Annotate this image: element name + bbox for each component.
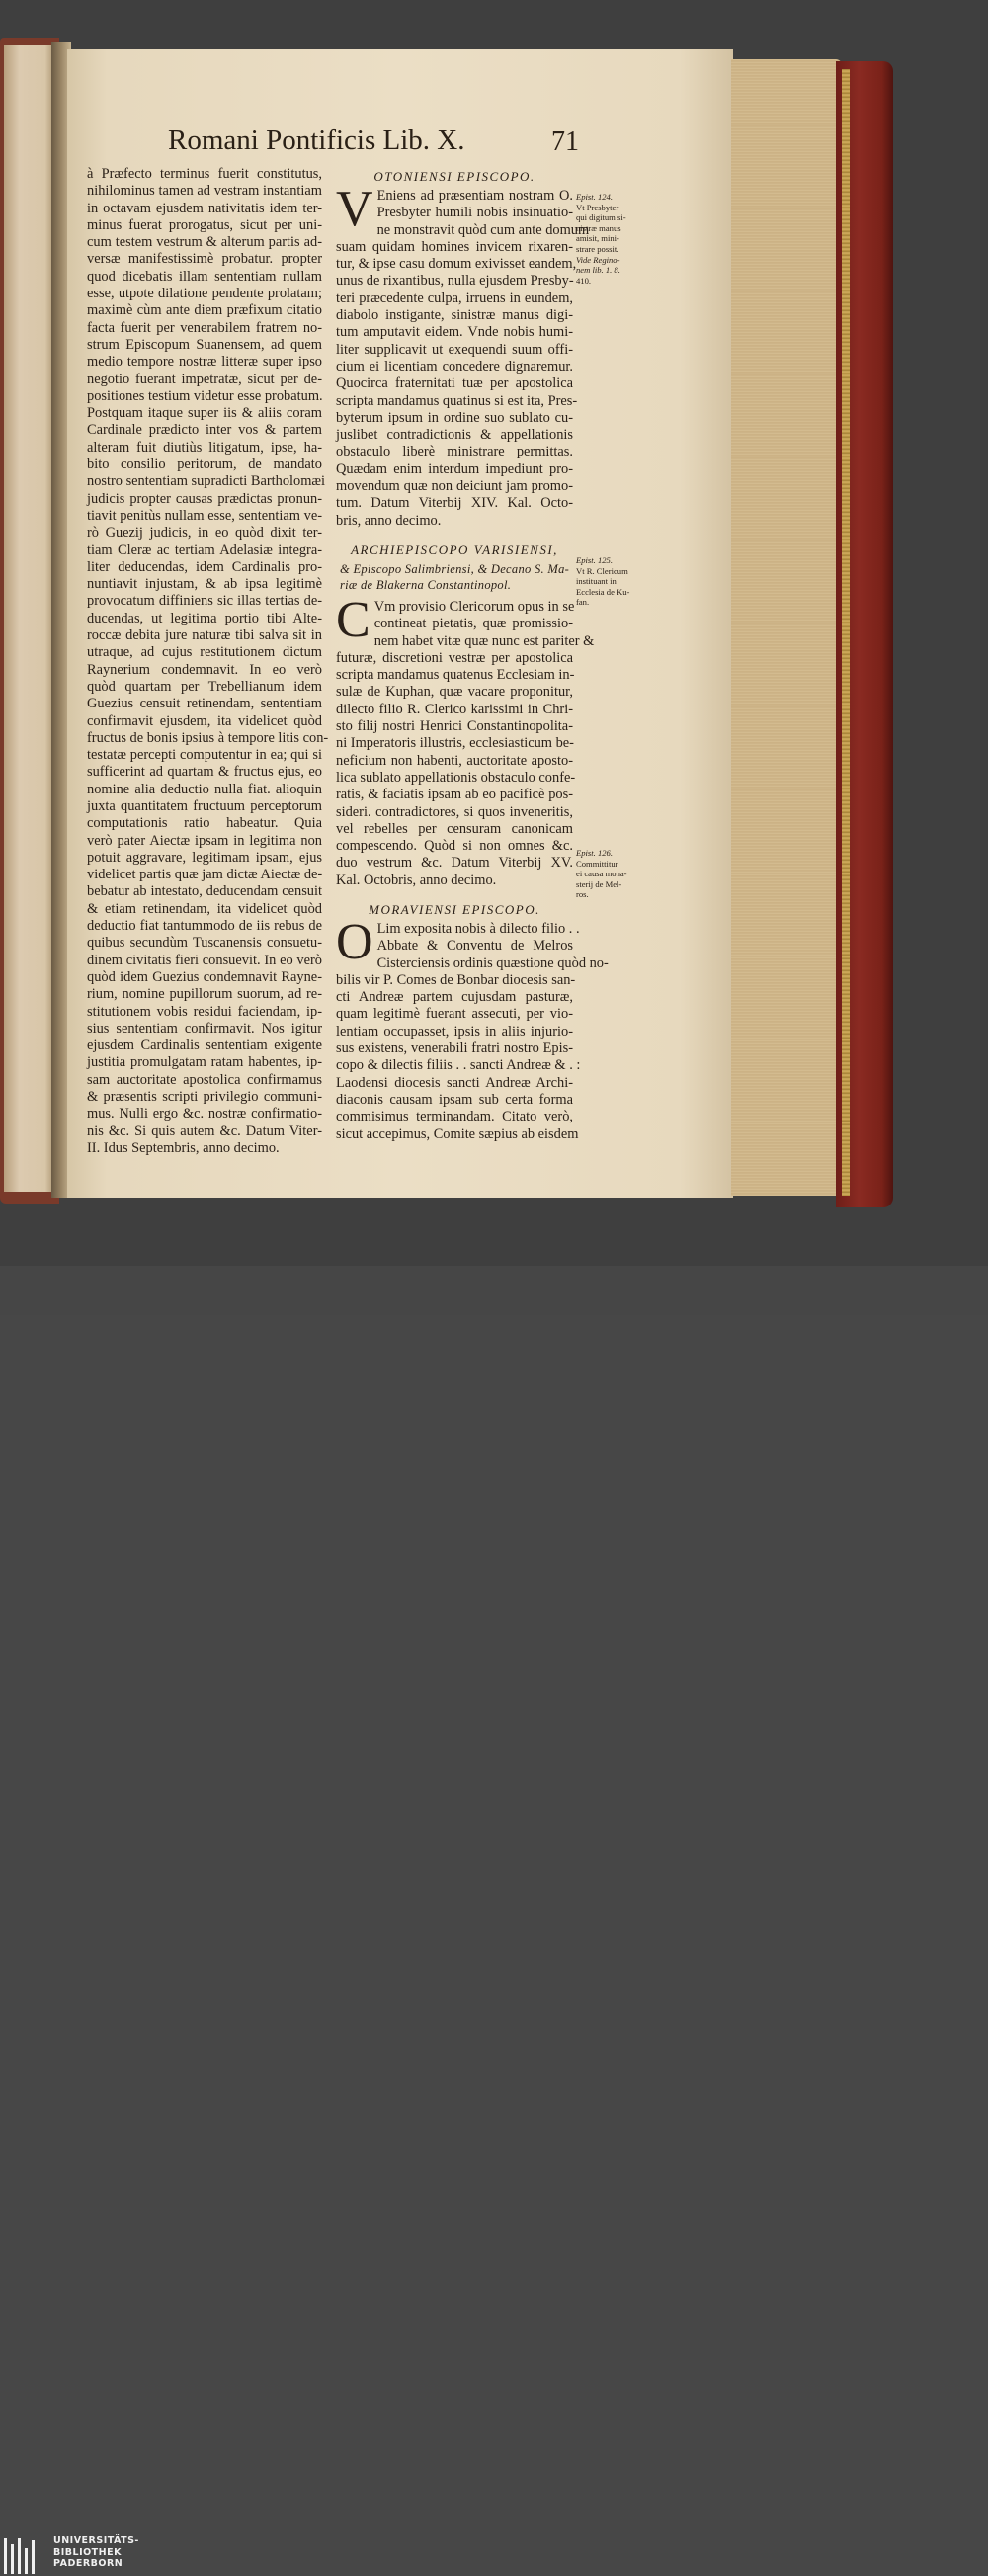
text-line: Cisterciensis ordinis quæstione quòd no- [376, 955, 609, 971]
margin-note-126 [576, 848, 641, 900]
margin-note-line: amisit, mini- [576, 233, 619, 244]
text-line: in octavam ejusdem nativitatis idem ter- [87, 200, 322, 216]
library-logo-icon [2, 2536, 41, 2576]
text-line: byterum ipsum in ordine suo sublato cu- [336, 409, 573, 426]
text-line: Laodensi diocesis sancti Andreæ Archi- [336, 1074, 573, 1091]
margin-note-124 [576, 192, 641, 286]
text-line: diaconis causam ipsam sub certa forma [336, 1091, 573, 1108]
text-line: quibus secundùm Tuscanensis consuetu- [87, 935, 322, 952]
text-line: suam quidam homines invicem rixaren- [336, 238, 573, 255]
library-name: UNIVERSITÄTS- BIBLIOTHEK PADERBORN [53, 2535, 139, 2569]
library-footer [0, 1266, 988, 2569]
letter-125-subheading: riæ de Blakerna Constantinopol. [340, 577, 512, 592]
text-line: II. Idus Septembris, anno decimo. [87, 1139, 280, 1156]
text-line: nem habet vitæ quæ nunc est pariter & [373, 632, 595, 649]
text-line: alteram fuit diutiùs litigatum, ipse, ha- [87, 439, 322, 456]
margin-note-line: fan. [576, 597, 590, 608]
text-line: maximè cùm ante diem præfixum citatio [87, 302, 322, 319]
text-line: movendum quæ non deiciunt jam promo- [336, 478, 573, 495]
text-line: sam auctoritate apostolica confirmamus [87, 1071, 322, 1088]
text-line: sto filij nostri Henrici Constantinopolita- [336, 718, 573, 735]
letter-126-heading: MORAVIENSI EPISCOPO. [369, 901, 540, 917]
margin-note-line: strare possit. [576, 243, 619, 254]
drop-cap: O [336, 913, 373, 970]
text-line: provocatum diffiniens sic illas tertias de- [87, 593, 322, 610]
text-line: teri præcedente culpa, irruens in eundem, [336, 290, 573, 306]
text-line: tum. Datum Viterbij XIV. Kal. Octo- [336, 495, 573, 512]
text-line: cti Andreæ partem cujusdam pasturæ, [336, 989, 573, 1006]
margin-note-line: Vt R. Clericum [576, 565, 628, 576]
text-line: Quædam enim interdum impediunt pro- [336, 460, 573, 477]
text-line: sulæ de Kuphan, quæ vacare proponitur, [336, 684, 573, 701]
text-line: quam legitimè fuerant assecuti, per vio- [336, 1006, 573, 1023]
text-line: Eniens ad præsentiam nostram O. [376, 188, 573, 204]
text-line: Quocirca fraternitati tuæ per apostolica [336, 375, 573, 392]
text-line: duo vestrum &c. Datum Viterbij XV. [336, 855, 573, 872]
text-line: copo & dilectis filiis . . sancti Andreæ & . : [336, 1057, 581, 1074]
text-line: & etiam retinendam, ita videlicet quòd [87, 900, 322, 917]
text-line: futuræ, discretioni vestræ per apostolica [336, 649, 573, 666]
gilt-edge [842, 69, 850, 1196]
text-line: deductio fiat tantummodo de iis rebus de [87, 918, 322, 935]
book-scan [0, 0, 988, 1266]
text-line: ejusdem Cardinalis sententiam exigente [87, 1038, 322, 1054]
text-line: cium ei licentiam concedere dignaremur. [336, 358, 573, 374]
text-line: contineat pietatis, quæ promissio- [373, 616, 573, 632]
left-page-edge [4, 45, 55, 1192]
text-line: Cardinale prædicto inter vos & partem [87, 422, 322, 439]
text-line: esse, utpote dilatione pendente prolatam; [87, 286, 322, 302]
text-line: Postquam itaque super iis & aliis coram [87, 405, 322, 422]
text-line: bito consilio peritorum, de mandato [87, 457, 322, 473]
text-line: quòd quartam per Trebellianum idem [87, 678, 322, 695]
drop-cap: C [336, 591, 370, 648]
text-column-left [87, 166, 329, 1157]
text-line: ducendas, ut legitima portio tibi Alte- [87, 610, 322, 626]
page-number: 71 [551, 126, 579, 157]
text-line: Kal. Octobris, anno decimo. [336, 872, 497, 888]
text-line: facta fuerit per venerabilem fratrem no- [87, 319, 322, 336]
margin-note-line: sterij de Mel- [576, 878, 622, 889]
margin-note-125 [576, 555, 641, 608]
text-line: nostro sententiam supradicti Bartholomæi [87, 473, 326, 490]
margin-note-line: Vt Presbyter [576, 202, 619, 212]
text-line: tum amputavit eidem. Vnde nobis humi- [336, 324, 573, 341]
text-line: rium, nomine pupillorum suorum, ad re- [87, 986, 322, 1003]
text-line: neficium non habenti, auctoritate aposto- [336, 752, 573, 769]
text-line: Presbyter humili nobis insinuatio- [376, 205, 573, 221]
text-line: bilis vir P. Comes de Bonbar diocesis san- [336, 971, 576, 988]
margin-note-line: 410. [576, 275, 592, 286]
margin-note-line: ei causa mona- [576, 869, 627, 879]
running-head: Romani Pontificis Lib. X. [168, 125, 465, 156]
text-line: bebatur ab intestato, deducendam censuit [87, 883, 322, 900]
text-line: ratis, & faciatis ipsam ab eo pacificè pos- [336, 787, 573, 803]
letter-126-body [336, 913, 609, 1143]
text-line: Lim exposita nobis à dilecto filio . . [376, 920, 580, 937]
text-line: computationis ratio habeatur. Quia [87, 815, 322, 832]
text-line: confirmavit ejusdem, ita videlicet quòd [87, 712, 322, 729]
text-line: Guezius censuit retinendam, sententiam [87, 696, 322, 712]
text-line: bris, anno decimo. [336, 512, 442, 529]
text-line: lentiam occupasset, ipsis in aliis injurio- [336, 1023, 573, 1039]
text-line: sus existens, venerabili fratri nostro Epis- [336, 1040, 573, 1057]
text-line: liter deducendas, idem Cardinalis pro- [87, 558, 322, 575]
text-line: negotio fuerant impetratæ, sicut per de- [87, 371, 322, 387]
text-line: sideri. contradictores, si quos inveneritis, [336, 803, 573, 820]
text-line: utraque, ad cujus restitutionem dictum [87, 644, 322, 661]
text-line: mus. Nulli ergo &c. nostræ confirmatio- [87, 1106, 322, 1122]
margin-note-line: Epist. 126. [576, 848, 614, 858]
text-line: potuit aggravare, legitimam ipsam, ejus [87, 849, 322, 866]
text-line: ni Imperatoris illustris, ecclesiasticum be- [336, 735, 574, 752]
text-line: stitutionem vobis residui faciendam, ip- [87, 1003, 322, 1020]
margin-note-line: ros. [576, 889, 589, 900]
text-line: Vm provisio Clericorum opus in se [373, 598, 575, 615]
text-line: & præsentis scripti privilegio communi- [87, 1089, 322, 1106]
text-line: scripta mandamus quatenus Ecclesiam in- [336, 667, 575, 684]
text-line: nomine alia deductio nulla fiat. alioquin [87, 781, 322, 797]
text-line: dinem civitatis fieri consuevit. In eo verò [87, 952, 322, 968]
text-line: tur, & ipse casu domum exivisset eandem, [336, 256, 577, 273]
margin-note-line: Epist. 125. [576, 555, 614, 565]
text-line: quòd idem Guezius condemnavit Rayne- [87, 968, 322, 985]
text-line: sius sententiam confirmavit. Nos igitur [87, 1020, 322, 1037]
text-line: tiavit penitùs nullam esse, sententiam ve- [87, 507, 322, 524]
text-line: rò Guezij judicis, in eo quòd dixit ter- [87, 525, 322, 541]
text-line: ne monstravit quòd cum ante domum [376, 221, 590, 238]
text-line: juslibet contradictionis & appellationis [336, 427, 573, 444]
text-line: cum testem vestrum & alterum partis ad- [87, 234, 322, 251]
margin-note-line: nistræ manus [576, 222, 621, 233]
text-line: Raynerium condemnavit. In eo verò [87, 661, 322, 678]
text-line: nihilominus tamen ad vestram instantiam [87, 183, 322, 200]
page-edges [731, 59, 842, 1196]
text-line: nuntiavit injustam, & ab ipsa legitimè [87, 576, 322, 593]
text-line: liter supplicavit ut exequendi suum offi- [336, 341, 573, 358]
text-line: testatæ percepti computentur in ea; qui si [87, 747, 322, 764]
text-line: judicis propter causas prædictas pronun- [87, 490, 322, 507]
text-line: unus de rixantibus, nulla ejusdem Presby- [336, 273, 574, 290]
text-line: versæ manifestissimè probatur. propter [87, 251, 322, 268]
text-line: nis &c. Si quis autem &c. Datum Viter- [87, 1122, 322, 1139]
text-line: strum Episcopum Suanensem, ad quem [87, 336, 322, 353]
text-line: verò pater Aiectæ ipsam in legitima non [87, 832, 322, 849]
text-line: tiam Cleræ ac tertiam Adelasiæ integra- [87, 541, 322, 558]
text-line: positiones testium videtur esse probatum. [87, 387, 323, 404]
text-line: lica sublato appellationis obstaculo confe- [336, 769, 576, 786]
text-line: fructus de bonis ipsius à tempore litis con- [87, 729, 329, 746]
letter-124-heading: OTONIENSI EPISCOPO. [373, 169, 535, 184]
text-line: à Præfecto terminus fuerit constitutus, [87, 166, 322, 182]
margin-note-line: Ecclesia de Ku- [576, 586, 630, 597]
drop-cap: V [336, 181, 373, 237]
text-line: quod dicebatis illam sententiam nullam [87, 268, 322, 285]
text-line: vel rebelles per censuram canonicam [336, 820, 573, 837]
text-line: sufficerint ad quartam & fructus ejus, eo [87, 764, 322, 781]
text-line: Abbate & Conventu de Melros [376, 938, 573, 955]
text-line: roccæ debita jure naturæ tibi salva sit in [87, 627, 322, 644]
text-line: dilecto filio R. Clerico karissimi in Chri- [336, 701, 573, 717]
text-line: scripta mandamus quatinus si est ita, Pres- [336, 392, 578, 409]
text-line: diabolo instigante, sinistræ manus digi- [336, 307, 573, 324]
margin-note-line: Epist. 124. [576, 192, 614, 202]
text-line: medio tempore nostræ litteræ super ipso [87, 354, 322, 371]
text-line: compescendo. Quòd si non omnes &c. [336, 838, 573, 855]
margin-note-line: Vide Regino- [576, 254, 620, 265]
margin-note-line: nem lib. 1. 8. [576, 265, 620, 276]
margin-note-line: Committitur [576, 858, 618, 869]
text-line: commisimus terminandam. Citato verò, [336, 1109, 573, 1125]
text-line: obstaculo liberè ministrare permittas. [336, 444, 573, 460]
letter-125-subheading: & Episcopo Salimbriensi, & Decano S. Ma- [340, 561, 570, 576]
letter-125-heading: ARCHIEPISCOPO VARISIENSI, [351, 541, 558, 557]
text-line: sicut accepimus, Comite sæpius ab eisdem [336, 1125, 579, 1142]
margin-note-line: qui digitum si- [576, 212, 626, 223]
text-line: minus fuerat prorogatus, sicut per uni- [87, 216, 322, 233]
text-line: videlicet partis quæ jam dictæ Aiectæ de- [87, 867, 323, 883]
text-line: juxta quantitatem fructuum perceptorum [87, 797, 322, 814]
margin-note-line: instituant in [576, 576, 617, 587]
text-line: justitia promulgatam ratam habentes, ip- [87, 1054, 322, 1071]
